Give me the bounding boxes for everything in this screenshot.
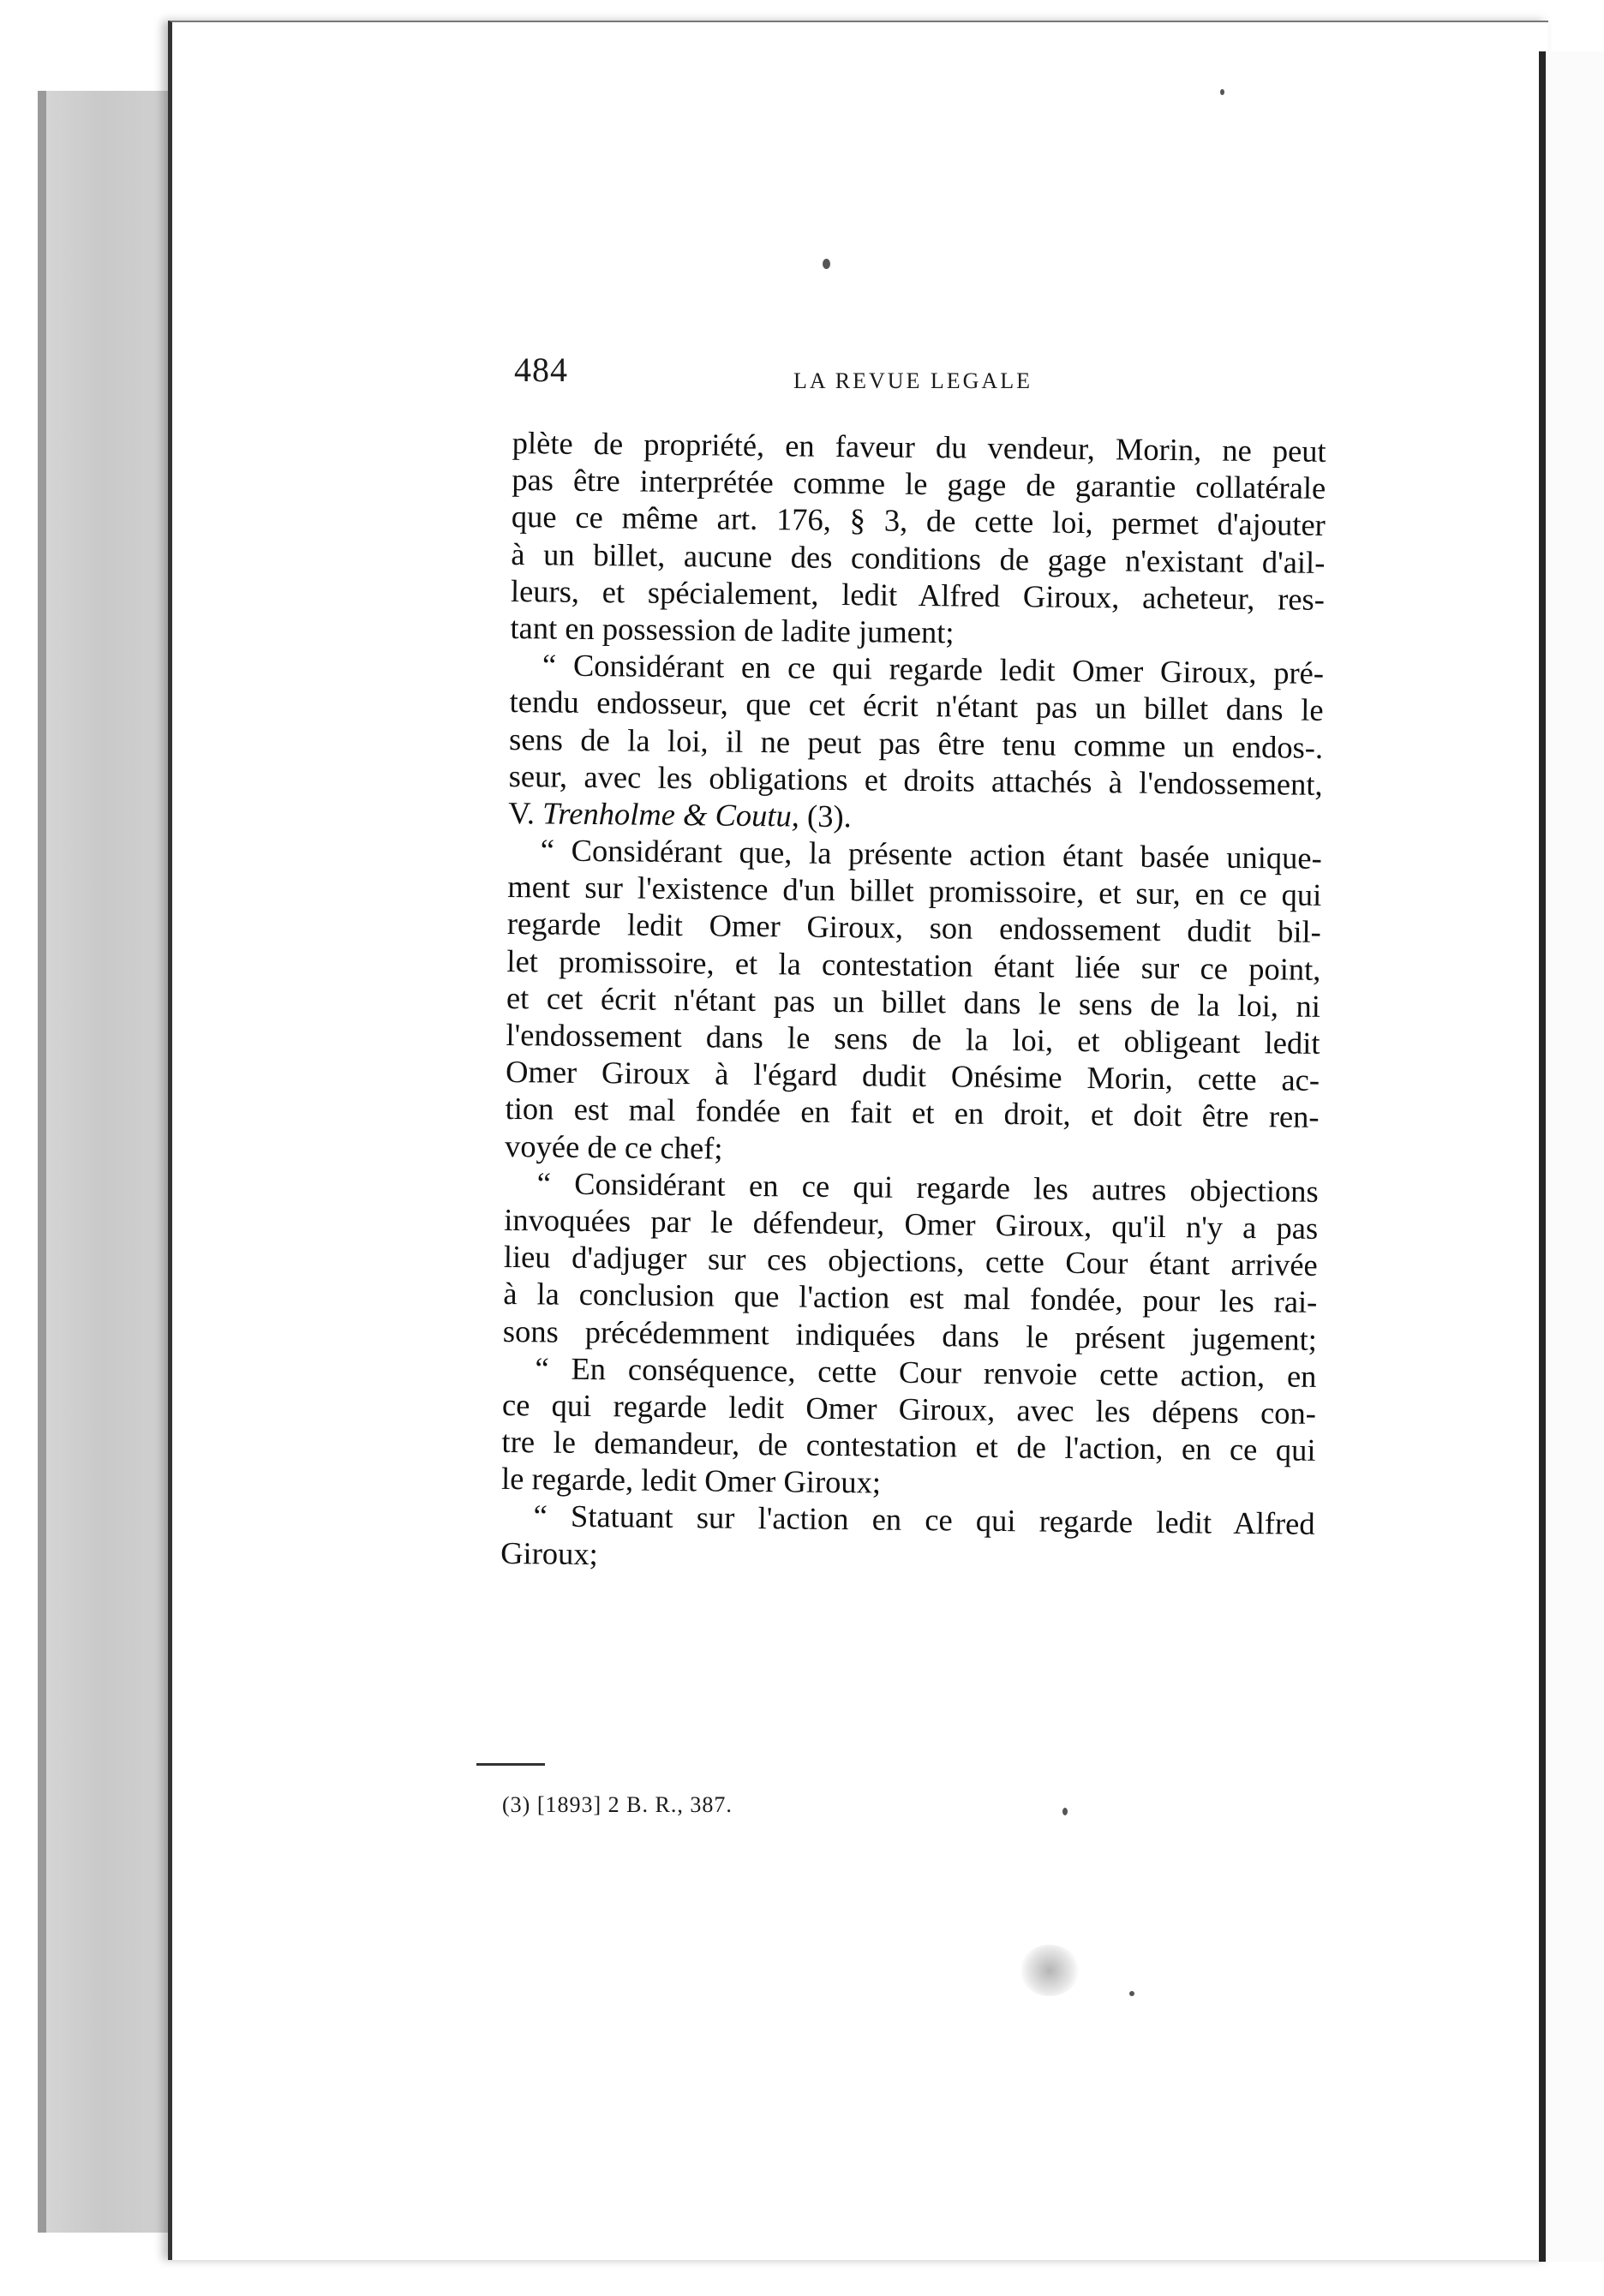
text-line: Omer Giroux à l'égard dudit Onésime Morin, cette ac- — [505, 1054, 1320, 1098]
scan-smudge — [1020, 1945, 1080, 1996]
text-line: “ Statuant sur l'action en ce qui regarde ledit Alfred — [533, 1498, 1315, 1542]
text-line: “ Considérant en ce qui regarde les autres objections — [536, 1165, 1319, 1209]
scan-speck — [1129, 1991, 1134, 1996]
body-text — [500, 424, 1326, 1580]
scan-speck — [1062, 1808, 1068, 1815]
text-line: “ Considérant que, la présente action étant basée unique- — [540, 832, 1322, 876]
text-line: “ En conséquence, cette Cour renvoie cette action, en — [535, 1350, 1317, 1394]
text-line: à la conclusion que l'action est mal fondée, pour les rai- — [503, 1276, 1318, 1320]
text-line: l'endossement dans le sens de la loi, et obligeant ledit — [506, 1016, 1320, 1061]
scan-speck — [823, 259, 830, 269]
text-line: et cet écrit n'étant pas un billet dans le sens de la loi, ni — [506, 979, 1321, 1024]
text-line: leurs, et spécialement, ledit Alfred Giroux, acheteur, res- — [510, 572, 1326, 617]
case-citation: Trenholme & Coutu, — [542, 795, 800, 834]
text-line: voyée de ce chef; — [504, 1127, 723, 1166]
text-line: tion est mal fondée en fait et en droit, et doit être ren- — [505, 1091, 1320, 1135]
text-line: le regarde, ledit Omer Giroux; — [500, 1461, 882, 1500]
running-title: LA REVUE LEGALE — [793, 368, 1032, 393]
page-number: 484 — [514, 350, 568, 389]
text-line: tre le demandeur, de contestation et de l'action, en ce qui — [501, 1423, 1316, 1468]
text-line: regarde ledit Omer Giroux, son endossement dudit bil- — [506, 906, 1322, 950]
facing-page-strip — [1546, 51, 1604, 2262]
text-line: ce qui regarde ledit Omer Giroux, avec les dépens con- — [501, 1386, 1317, 1431]
text-line: tant en possession de ladite jument; — [510, 609, 955, 650]
text-line: sons précédemment indiquées dans le présent jugement; — [502, 1312, 1318, 1357]
text-line: let promissoire, et la contestation étant liée sur ce point, — [506, 942, 1321, 987]
text-line: sens de la loi, il ne peut pas être tenu comme un endos-. — [508, 720, 1324, 765]
footnote-reference: (3). — [806, 798, 852, 834]
scan-speck — [1220, 89, 1224, 95]
text-line: ment sur l'existence d'un billet promissoire, et sur, en ce qui — [507, 869, 1322, 913]
text-line: plète de propriété, en faveur du vendeur, Morin, ne peut — [512, 424, 1326, 469]
footnote: (3) [1893] 2 B. R., 387. — [502, 1792, 733, 1817]
text-line: lieu d'adjuger sur ces objections, cette Cour étant arrivée — [503, 1239, 1318, 1283]
page-header — [514, 350, 1320, 401]
citation-prefix: V. — [508, 794, 536, 831]
page-gutter-edge — [1539, 51, 1546, 2262]
underlying-page-shadow — [38, 91, 46, 2233]
text-line: Giroux; — [500, 1534, 598, 1571]
text-line: pas être interprétée comme le gage de garantie collatérale — [512, 462, 1326, 506]
text-line: tendu endosseur, que cet écrit n'étant pas un billet dans le — [509, 684, 1324, 728]
text-line: seur, avec les obligations et droits attachés à l'endossement, — [508, 757, 1323, 802]
text-line: invoquées par le défendeur, Omer Giroux, qu'il n'y a pas — [504, 1201, 1319, 1246]
text-line: “ Considérant en ce qui regarde ledit Omer Giroux, pré- — [542, 647, 1325, 691]
footnote-separator — [476, 1763, 545, 1766]
text-line: à un billet, aucune des conditions de gage n'existant d'ail- — [511, 535, 1326, 580]
text-line: que ce même art. 176, § 3, de cette loi, permet d'ajouter — [511, 499, 1326, 543]
